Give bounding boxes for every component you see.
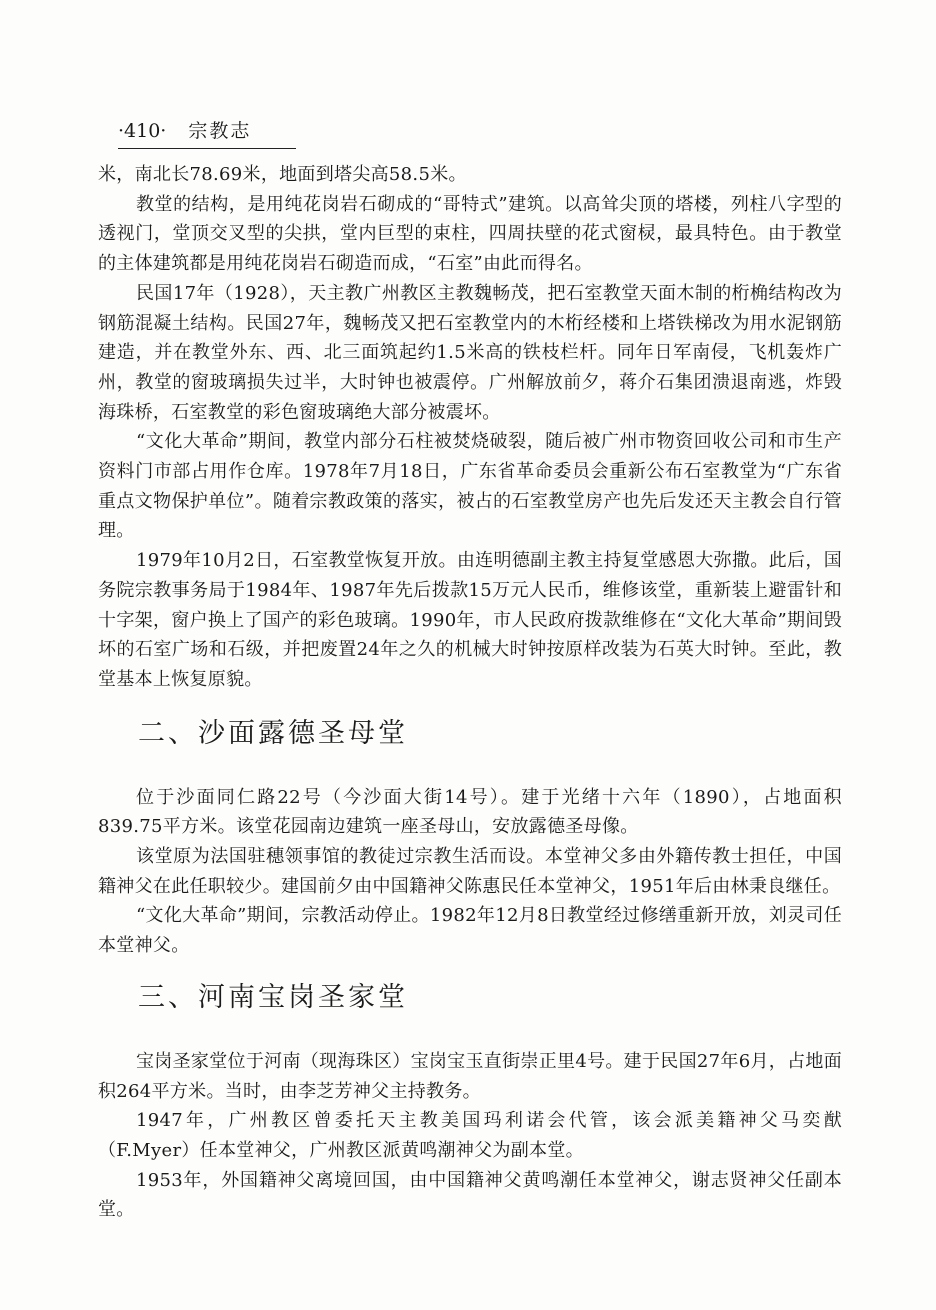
paragraph: 1979年10月2日，石室教堂恢复开放。由连明德副主教主持复堂感恩大弥撒。此后，国务院宗教事务局于1984年、1987年先后拨款15万元人民币，维修该堂，重新装上避雷针和十字架，窗户换上了国产的彩色玻璃。1990年，市人民政府拨款维修在“文化大革命”期间毁坏的石室广场和石级，并把废置24年之久的机械大时钟按原样改装为石英大时钟。至此，教堂基本上恢复原貌。 (98, 550, 842, 690)
paragraph: 1953年，外国籍神父离境回国，由中国籍神父黄鸣潮任本堂神父，谢志贤神父任副本堂。 (98, 1169, 842, 1221)
paragraph: “文化大革命”期间，教堂内部分石柱被焚烧破裂，随后被广州市物资回收公司和市生产资料门市部占用作仓库。1978年7月18日，广东省革命委员会重新公布石室教堂为“广东省重点文物保护单位”。随着宗教政策的落实，被占的石室教堂房产也先后发还天主教会自行管理。 (98, 431, 842, 542)
paragraph: 位于沙面同仁路22号（今沙面大街14号）。建于光绪十六年（1890），占地面积839.75平方米。该堂花园南边建筑一座圣母山，安放露德圣母像。 (98, 786, 842, 838)
paragraph: “文化大革命”期间，宗教活动停止。1982年12月8日教堂经过修缮重新开放，刘灵司任本堂神父。 (98, 905, 842, 957)
paragraph: 宝岗圣家堂位于河南（现海珠区）宝岗宝玉直街崇正里4号。建于民国27年6月，占地面积264平方米。当时，由李芝芳神父主持教务。 (98, 1050, 842, 1102)
paragraph: 民国17年（1928），天主教广州教区主教魏畅茂，把石室教堂天面木制的桁桷结构改为钢筋混凝土结构。民国27年，魏畅茂又把石室教堂内的木桁经楼和上塔铁梯改为用水泥钢筋建造，并在教堂外东、西、北三面筑起约1.5米高的铁枝栏杆。同年日军南侵，飞机轰炸广州，教堂的窗玻璃损失过半，大时钟也被震停。广州解放前夕，蒋介石集团溃退南逃，炸毁海珠桥，石室教堂的彩色窗玻璃绝大部分被震坏。 (98, 282, 842, 423)
header-rule (118, 148, 296, 149)
paragraph: 1947年，广州教区曾委托天主教美国玛利诺会代管，该会派美籍神父马奕猷（F.Myer）任本堂神父，广州教区派黄鸣潮神父为副本堂。 (98, 1110, 842, 1161)
paragraph: 米，南北长78.69米，地面到塔尖高58.5米。 (98, 164, 467, 185)
page-number: ·410· (118, 120, 167, 142)
paragraph: 教堂的结构，是用纯花岗岩石砌成的“哥特式”建筑。以高耸尖顶的塔楼，列柱八字型的透视门，堂顶交叉型的尖拱，堂内巨型的束柱，四周扶壁的花式窗棂，最具特色。由于教堂的主体建筑都是用纯花岗岩石砌造而成，“石室”由此而得名。 (98, 193, 842, 275)
section-heading: 二、沙面露德圣母堂 (138, 717, 408, 749)
body-text (98, 160, 842, 1225)
book-title: 宗教志 (188, 120, 252, 142)
running-header (118, 118, 518, 144)
paragraph: 该堂原为法国驻穗领事馆的教徒过宗教生活而设。本堂神父多由外籍传教士担任，中国籍神父在此任职较少。建国前夕由中国籍神父陈惠民任本堂神父，1951年后由林秉良继任。 (98, 846, 842, 897)
section-heading: 三、河南宝岗圣家堂 (138, 981, 408, 1013)
